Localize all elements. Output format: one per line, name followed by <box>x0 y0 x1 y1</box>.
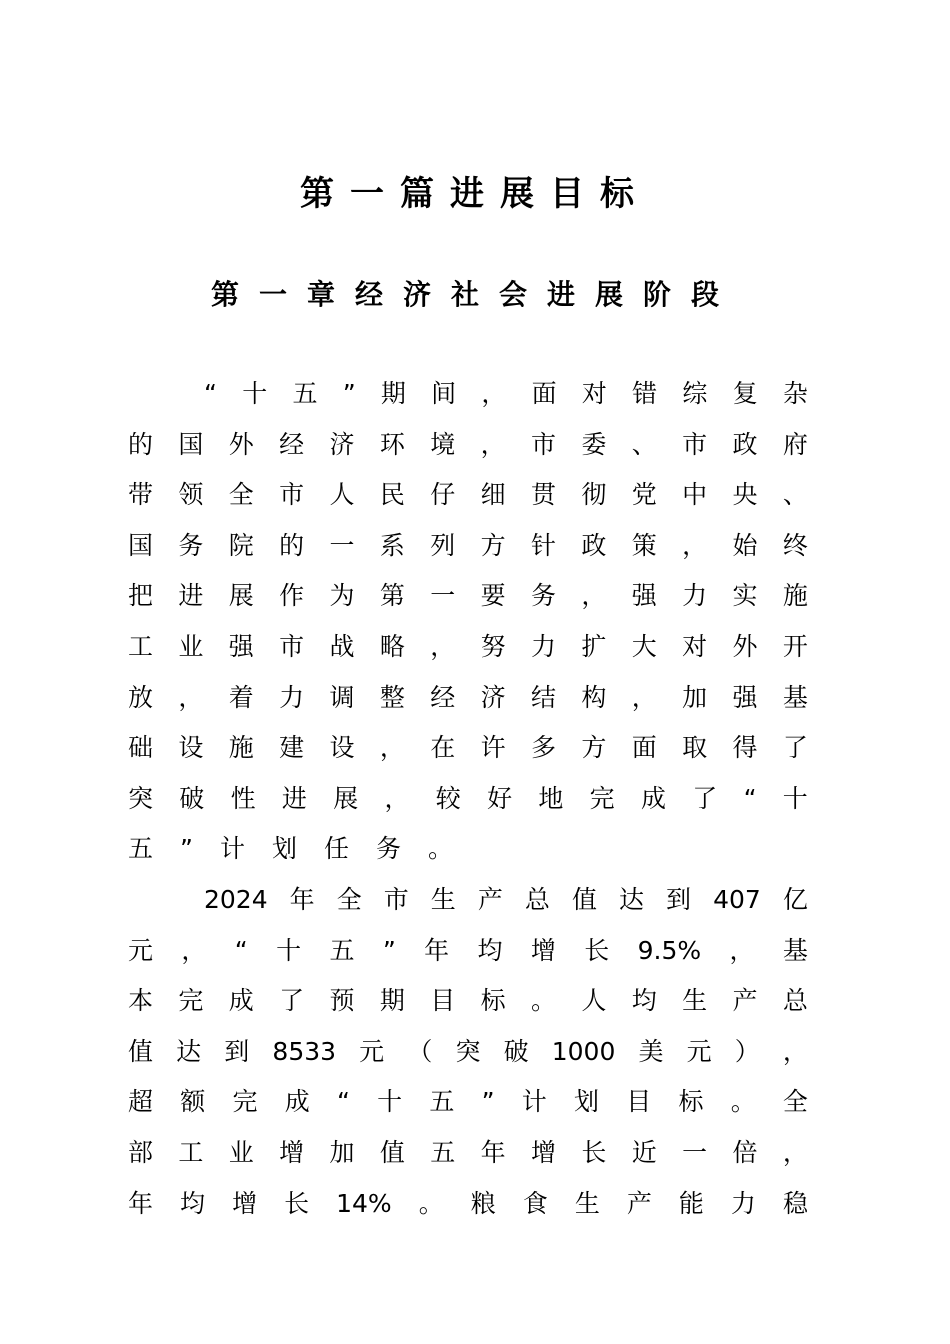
text-line: 带 领 全 市 人 民 仔 细 贯 彻 党 中 央 、 <box>128 480 808 509</box>
text-line: 部 工 业 增 加 值 五 年 增 长 近 一 倍 ， <box>128 1138 808 1167</box>
text-line: 工 业 强 市 战 略 ， 努 力 扩 大 对 外 开 <box>128 632 808 661</box>
text-line: 放 ， 着 力 调 整 经 济 结 构 ， 加 强 基 <box>128 683 808 712</box>
text-line: 2024 年 全 市 生 产 总 值 达 到 407 亿 <box>204 885 808 914</box>
text-line: 突 破 性 进 展 ， 较 好 地 完 成 了 “ 十 <box>128 784 808 813</box>
text-line: 元 ， “ 十 五 ” 年 均 增 长 9.5% ， 基 <box>128 936 808 965</box>
text-line: 值 达 到 8533 元 （ 突 破 1000 美 元 ） ， <box>128 1037 808 1066</box>
text-line: 把 进 展 作 为 第 一 要 务 ， 强 力 实 施 <box>128 581 808 610</box>
text-line: 国 务 院 的 一 系 列 方 针 政 策 ， 始 终 <box>128 531 808 560</box>
text-line: 的 国 外 经 济 环 境 ， 市 委 、 市 政 府 <box>128 430 808 459</box>
text-line: 本 完 成 了 预 期 目 标 。 人 均 生 产 总 <box>128 986 808 1015</box>
text-line: 超 额 完 成 “ 十 五 ” 计 划 目 标 。 全 <box>128 1087 808 1116</box>
text-line: 五 ” 计 划 任 务 。 <box>128 834 454 863</box>
text-line: 础 设 施 建 设 ， 在 许 多 方 面 取 得 了 <box>128 733 808 762</box>
chapter-title: 第一章经济社会进展阶段 <box>210 278 739 311</box>
text-line: 年 均 增 长 14% 。 粮 食 生 产 能 力 稳 <box>128 1189 808 1218</box>
part-title: 第一篇进展目标 <box>300 174 650 214</box>
text-line: “ 十 五 ” 期 间 ， 面 对 错 综 复 杂 <box>204 379 808 408</box>
